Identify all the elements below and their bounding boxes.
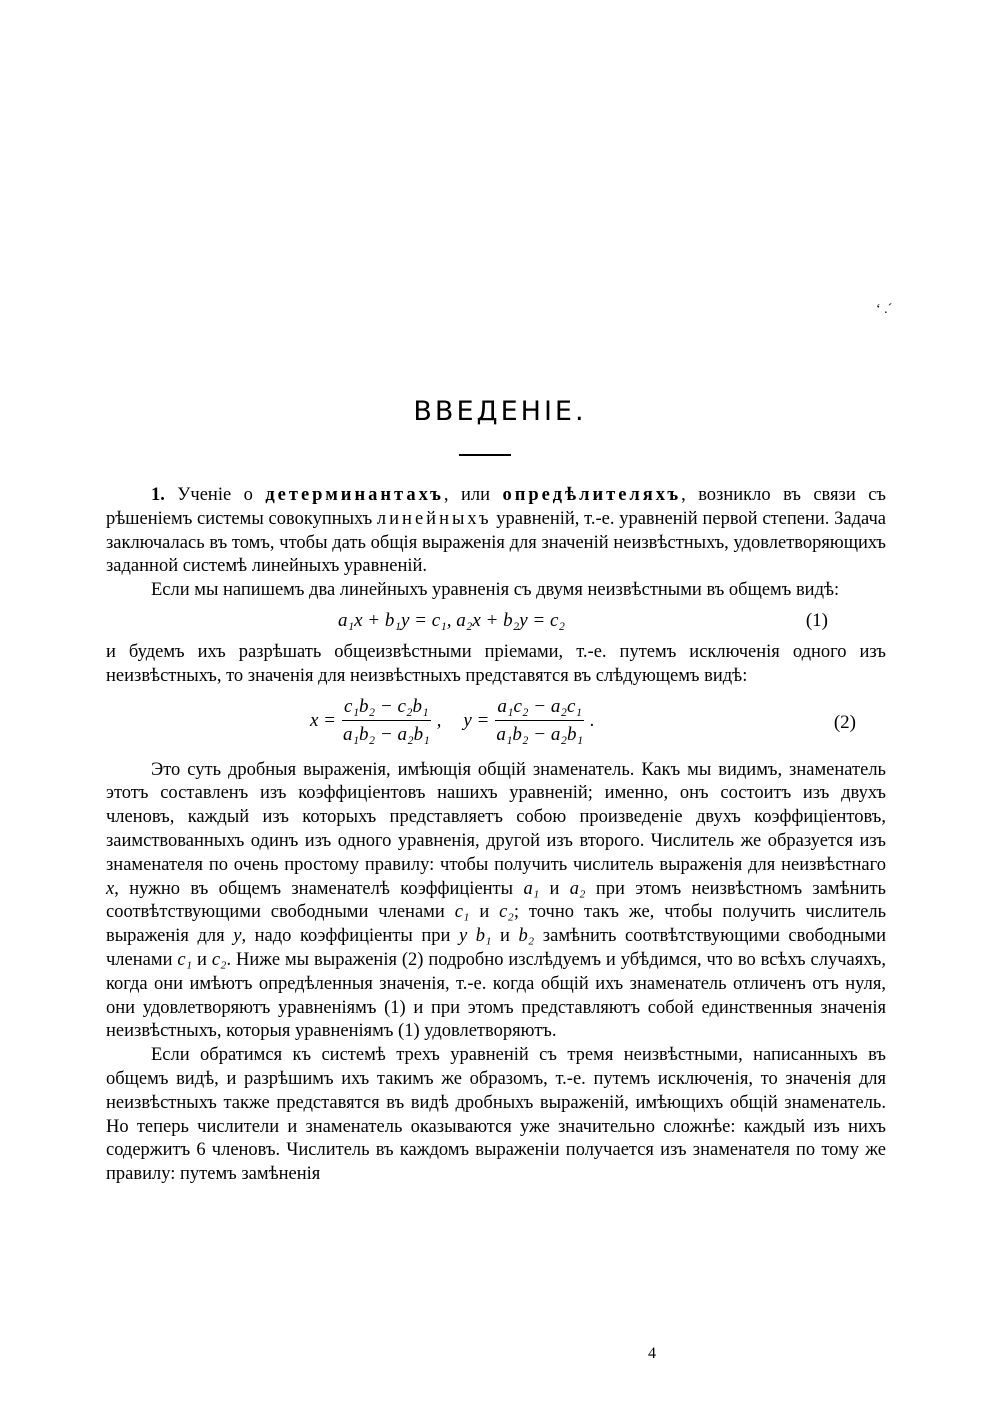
equation-2-x-lhs: x =: [310, 709, 337, 731]
fraction-x: [342, 695, 431, 748]
page-title: ВВЕДЕНIЕ.: [413, 396, 587, 427]
section-number: 1.: [151, 485, 165, 505]
term-opredeliteli: опредѣлителяхъ: [502, 485, 682, 505]
fraction-x-numerator: c₁b₂ − c₂b₁: [342, 695, 431, 722]
paragraph-5: Если обратимся къ системѣ трехъ уравненiй съ тремя неизвѣстными, написанныхъ въ общемъ видѣ, и разрѣшимъ ихъ такимъ же образомъ, т.-е. путемъ исключенiя, то значенiя для неизвѣстныхъ также представятся въ видѣ дробныхъ выраженiй, имѣющихъ общiй знаменатель. Но теперь числители и знаменатель оказываются уже значительно сложнѣе: каждый изъ нихъ содержитъ 6 членовъ. Числитель въ каждомъ выраженiи получается изъ знаменателя по тому же правилу: путемъ замѣненiя: [106, 1045, 886, 1185]
equation-2-end: .: [590, 709, 595, 731]
paragraph-1: 1. Ученiе о детерминантахъ, или опредѣлителяхъ, возникло въ связи съ рѣшенiемъ системы совокупныхъ линейныхъ уравненiй, т.-е. уравненiй первой степени. Задача заключалась въ томъ, чтобы дать общiя выраженiя для значенiй неизвѣстныхъ, удовлетворяющихъ заданной системѣ линейныхъ уравненiй.: [106, 485, 886, 577]
title-rule: [459, 454, 511, 456]
equation-1-number: (1): [805, 609, 828, 631]
paragraph-4: Это суть дробныя выраженiя, имѣющiя общiй знаменатель. Какъ мы видимъ, знаменатель этотъ составленъ изъ коэффицiентовъ нашихъ уравненiй; именно, онъ состоитъ изъ двухъ членовъ, каждый изъ которыхъ представляетъ собою произведенiе двухъ коэффицiентовъ, заимствованныхъ одинъ изъ одного уравненiя, другой изъ второго. Числитель же образуется изъ знаменателя по очень простому правилу: чтобы получить числитель выраженiя для неизвѣстнаго x, нужно въ общемъ знаменателѣ коэффицiенты a₁ и a₂ при этомъ неизвѣстномъ замѣнить соотвѣтствующими свободными членами c₁ и c₂; точно такъ же, чтобы получить числитель выраженiя для y, надо коэффицiенты при y b₁ и b₂ замѣнить соотвѣтствующими свободными членами c₁ и c₂. Ниже мы выраженiя (2) подробно изслѣдуемъ и убѣдимся, что во всѣхъ случаяхъ, когда они имѣютъ опредѣленныя значенiя, т.-е. когда общiй ихъ знаменатель отличенъ отъ нуля, они удовлетворяютъ уравненiямъ (1) и при этомъ представляютъ собой единственныя значенiя неизвѣстныхъ, которыя уравненiямъ (1) удовлетворяютъ.: [106, 759, 887, 1042]
fraction-y: [495, 695, 584, 748]
equation-2: [106, 689, 886, 759]
equation-1: [106, 603, 886, 641]
equation-2-number: (2): [833, 711, 856, 733]
fraction-y-numerator: a₁c₂ − a₂c₁: [495, 695, 584, 722]
term-determinants: детерминантахъ: [265, 485, 444, 505]
scan-specks: ‘ .´: [876, 302, 893, 317]
paragraph-3: и будемъ ихъ разрѣшать общеизвѣстными прiемами, т.-е. путемъ исключенiя одного изъ неизвѣстныхъ, то значенiя для неизвѣстныхъ представятся въ слѣдующемъ видѣ:: [106, 641, 886, 686]
text-body: [106, 484, 886, 1187]
term-linear: линейныхъ: [376, 508, 492, 529]
page-number: 4: [648, 1345, 656, 1362]
fraction-y-denominator: a₁b₂ − a₂b₁: [496, 724, 584, 746]
equation-1-formula: a₁x + b₁y = c₁, a₂x + b₂y = c₂: [338, 609, 566, 631]
equation-2-y-lhs: y =: [463, 709, 490, 731]
paragraph-2: Если мы напишемъ два линейныхъ уравненiя съ двумя неизвѣстными въ общемъ видѣ:: [151, 580, 840, 601]
fraction-x-denominator: a₁b₂ − a₂b₁: [342, 724, 430, 746]
equation-2-separator: ,: [436, 709, 442, 731]
